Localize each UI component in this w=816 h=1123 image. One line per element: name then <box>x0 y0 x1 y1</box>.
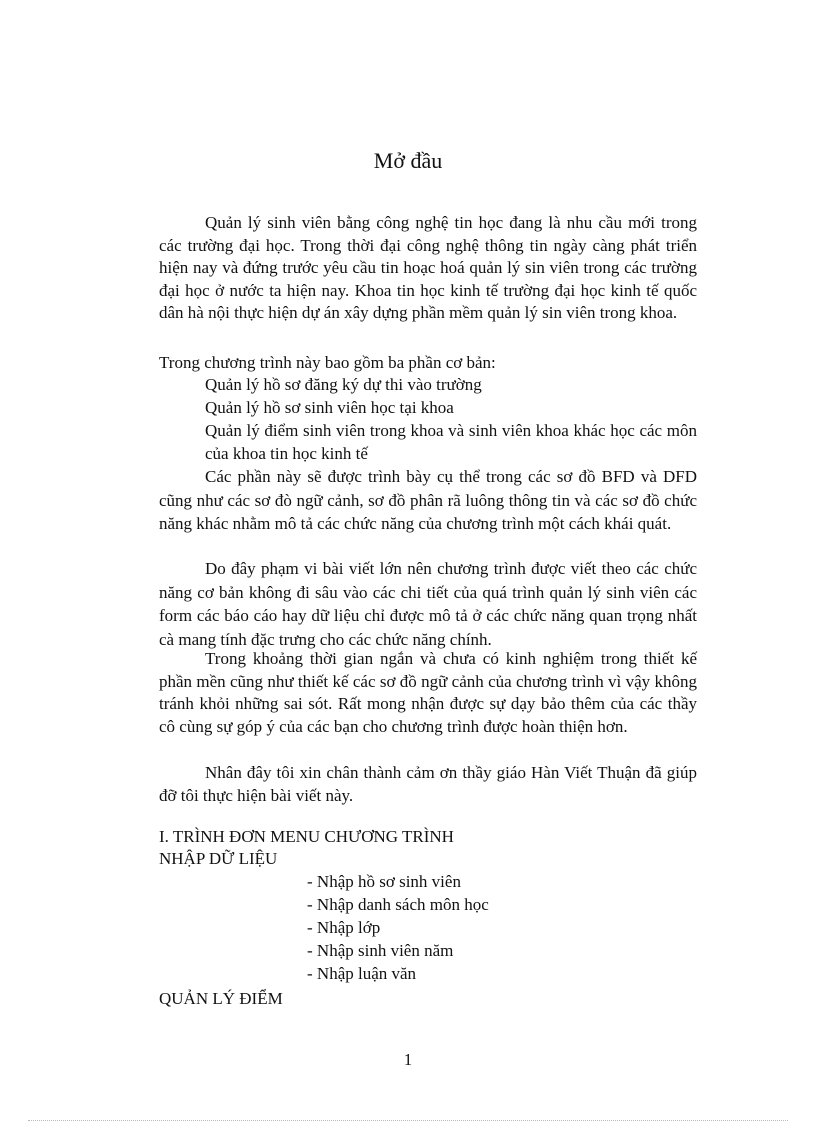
section-heading: I. TRÌNH ĐƠN MENU CHƯƠNG TRÌNH <box>159 827 454 846</box>
part-item-2: Quản lý hồ sơ sinh viên học tại khoa <box>205 398 454 417</box>
thanks-paragraph: Nhân đây tôi xin chân thành cảm ơn thầy giáo Hàn Viết Thuận đã giúp đỡ tôi thực hiện bài viết này. <box>159 763 697 805</box>
page-number: 1 <box>403 1050 413 1069</box>
menu-item: - Nhập lớp <box>307 918 381 937</box>
part-item-1: Quản lý hồ sơ đăng ký dự thi vào trường <box>205 375 482 394</box>
page-title: Mở đầu <box>373 148 443 173</box>
page-bottom-divider <box>28 1120 788 1121</box>
grades-heading: QUẢN LÝ ĐIỂM <box>159 989 283 1008</box>
menu-item: - Nhập sinh viên năm <box>307 941 454 960</box>
input-heading: NHẬP DỮ LIỆU <box>159 849 278 868</box>
program-intro: Trong chương trình này bao gồm ba phần cơ bản: <box>159 353 496 372</box>
menu-item: - Nhập danh sách môn học <box>307 895 489 914</box>
intro-paragraph: Quản lý sinh viên bằng công nghệ tin học đang là nhu cầu mới trong các trường đại học. Trong thời đại công nghệ thông tin ngày càng phát triển hiện nay và đứng trước yêu cầu tin hoạc hoá quản lý sin viên trong các trường đại học ở nước ta hiện nay. Khoa tin học kinh tế trường đại học kinh tế quốc dân hà nội thực hiện dự án xây dựng phần mềm quản lý sin viên trong khoa. <box>159 213 697 323</box>
part-item-3: Quản lý điểm sinh viên trong khoa và sinh viên khoa khác học các môn của khoa tin học kinh tế <box>205 421 697 463</box>
bfd-paragraph: Các phần này sẽ được trình bày cụ thể trong các sơ đồ BFD và DFD cũng như các sơ đò ngữ cảnh, sơ đồ phân rã luông thông tin và các sơ đồ chức năng khác nhằm mô tả các chức năng của chương trình một cách khái quát. <box>159 467 697 533</box>
menu-item: - Nhập hồ sơ sinh viên <box>307 872 461 891</box>
menu-item: - Nhập luận văn <box>307 964 417 983</box>
time-paragraph: Trong khoảng thời gian ngắn và chưa có kinh nghiệm trong thiết kế phần mền cũng như thiết kế các sơ đồ ngữ cảnh của chương trình vì vậy không tránh khỏi những sai sót. Rất mong nhận được sự dạy bảo thêm của các thầy cô cùng sự góp ý của các bạn cho chương trình được hoàn thiện hơn. <box>159 649 697 736</box>
scope-paragraph: Do đây phạm vi bài viết lớn nên chương trình được viết theo các chức năng cơ bản không đi sâu vào các chi tiết của quá trình quản lý sinh viên các form các báo cáo hay dữ liệu chỉ được mô tả ở các chức năng quan trọng nhất cà mang tính đặc trưng cho các chức năng chính. <box>159 559 697 649</box>
